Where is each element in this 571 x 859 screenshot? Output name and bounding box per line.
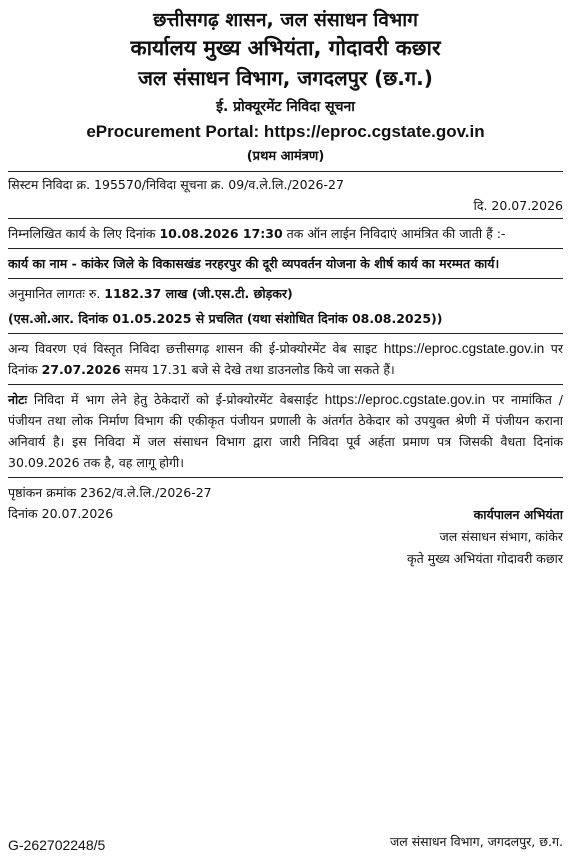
bid-deadline: 10.08.2026 17:30	[159, 226, 283, 241]
g-number: G-262702248/5	[8, 837, 106, 853]
details-paragraph	[8, 338, 563, 380]
divider	[8, 218, 563, 219]
header-department: जल संसाधन विभाग, जगदलपुर (छ.ग.)	[138, 66, 433, 90]
note-text: निविदा में भाग लेने हेतु ठेकेदारों को ई-प्रोक्योरमेंट वेबसाईट	[27, 392, 325, 407]
divider	[8, 333, 563, 334]
sor-reference: (एस.ओ.आर. दिनांक 01.05.2025 से प्रचलित (यथा संशोधित दिनांक 08.08.2025))	[8, 311, 443, 326]
header-notice-title: ई. प्रोक्यूरमेंट निविदा सूचना	[216, 99, 355, 115]
system-tender-number: सिस्टम निविदा क्र. 195570/निविदा सूचना क्र. 09/व.ले.लि./2026-27	[8, 177, 344, 192]
cost-label: अनुमानित लागतः रु.	[8, 286, 105, 301]
divider	[8, 171, 563, 172]
signatory-division: जल संसाधन संभाग, कांकेर	[439, 529, 563, 544]
details-text: अन्य विवरण एवं विस्तृत निविदा छत्तीसगढ़ शासन की ई-प्रोक्योरमेंट वेब साइट	[8, 341, 384, 356]
details-text-end: समय 17.31 बजे से देखे तथा डाउनलोड किये जा सकते हैं।	[120, 362, 395, 377]
signatory-title: कार्यपालन अभियंता	[473, 507, 563, 522]
details-date: 27.07.2026	[41, 362, 121, 377]
note-paragraph	[8, 389, 563, 473]
details-text-mid: पर दिनांक	[8, 341, 563, 377]
signatory-department: जल संसाधन विभाग, जगदलपुर, छ.ग.	[390, 834, 563, 849]
cost-value: 1182.37 लाख (जी.एस.टी. छोड़कर)	[104, 286, 293, 301]
work-name: कार्य का नाम - कांकेर जिले के विकासखंड नरहरपुर की दूरी व्यपवर्तन योजना के शीर्ष कार्य का मरम्मत कार्य।	[8, 256, 500, 271]
divider	[8, 384, 563, 385]
portal-url: eProcurement Portal: https://eproc.cgstate.gov.in	[86, 122, 485, 141]
header-government: छत्तीसगढ़ शासन, जल संसाधन विभाग	[153, 9, 418, 31]
intro-paragraph	[8, 223, 563, 244]
header-office: कार्यालय मुख्य अभियंता, गोदावरी कछार	[130, 36, 441, 60]
note-label: नोटः	[8, 392, 28, 407]
note-text-end: पर नामांकित / पंजीयन तथा लोक निर्माण विभाग की एकीकृत पंजीयन प्रणाली के अंतर्गत ठेकेदार को उपयुक्त श्रेणी में पंजीयन कराना अनिवार्य है। इस निविदा में जल संसाधन विभाग द्वारा जारी निविदा पूर्व अर्हता प्रमाण पत्र जिसकी वैधता दिनांक 30.09.2026 तक है, वह लागू होगी।	[8, 392, 563, 470]
invitation-label: (प्रथम आमंत्रण)	[246, 149, 325, 164]
endorsement-date: दिनांक 20.07.2026	[8, 506, 114, 521]
estimated-cost	[8, 283, 563, 304]
details-url: https://eproc.cgstate.gov.in	[383, 341, 545, 356]
divider	[8, 248, 563, 249]
intro-text: निम्नलिखित कार्य के लिए दिनांक	[8, 226, 160, 241]
divider	[8, 278, 563, 279]
signatory-behalf: कृते मुख्य अभियंता गोदावरी कछार	[406, 551, 563, 566]
notice-date: दि. 20.07.2026	[473, 198, 563, 213]
intro-text-end: तक ऑन लाईन निविदाएं आमंत्रित की जाती हैं :-	[282, 226, 506, 241]
footer	[8, 831, 563, 853]
endorsement-number: पृष्ठांकन क्रमांक 2362/व.ले.लि./2026-27	[8, 485, 212, 500]
divider	[8, 477, 563, 478]
note-url: https://eproc.cgstate.gov.in	[324, 392, 486, 407]
endorsement-left	[8, 482, 212, 524]
